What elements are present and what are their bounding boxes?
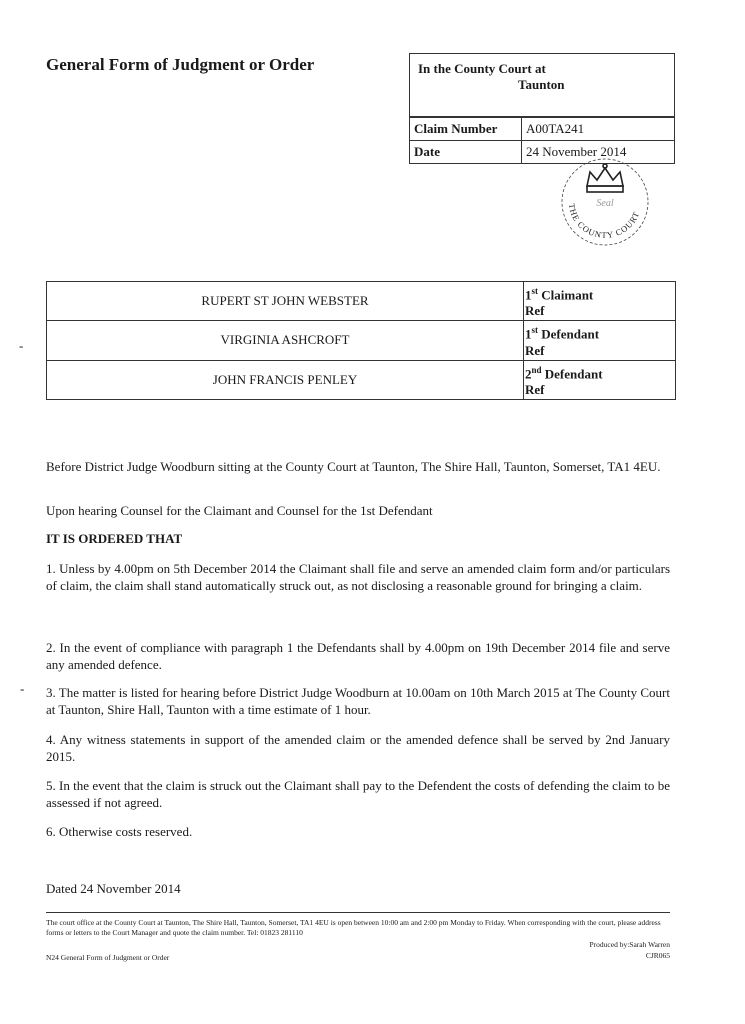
party-role — [524, 360, 676, 399]
parties-table — [46, 281, 676, 400]
party-name: RUPERT ST JOHN WEBSTER — [47, 282, 524, 321]
order-heading: IT IS ORDERED THAT — [46, 531, 183, 546]
party-row — [47, 360, 676, 399]
order-paragraph-4: 4. Any witness statements in support of the amended claim or the amended defence shall be served by 2nd January 2015. — [46, 732, 670, 764]
party-role — [524, 282, 676, 321]
document-title: General Form of Judgment or Order — [46, 55, 315, 74]
margin-mark: - — [19, 338, 24, 353]
party-role — [524, 321, 676, 360]
party-ref-label: Ref — [525, 342, 545, 358]
party-ref-label: Ref — [525, 303, 545, 319]
seal-center-text: Seal — [596, 198, 614, 209]
before-statement: Before District Judge Woodburn sitting at the County Court at Taunton, The Shire Hall, Taunton, Somerset, TA1 4EU. — [46, 459, 661, 474]
footer-office-info: The court office at the County Court at Taunton, The Shire Hall, Taunton, Somerset, TA1 4EU is open between 10:00 am and 2:00 pm Monday to Friday. When corresponding with the court, please address forms or letters to the Court Manager and quote the claim number. Tel: 01823 281110 — [46, 918, 661, 937]
party-ordinal: 1 — [525, 287, 532, 303]
order-paragraph-2: 2. In the event of compliance with paragraph 1 the Defendants shall by 4.00pm on 19th December 2014 file and serve any amended defence. — [46, 640, 670, 672]
party-ordinal-suffix: nd — [531, 364, 542, 375]
claim-number-label: Claim Number — [410, 118, 522, 141]
party-ref-label: Ref — [525, 381, 545, 397]
order-paragraph-3: 3. The matter is listed for hearing before District Judge Woodburn at 10.00am on 10th March 2015 at The County Court at Taunton, Shire Hall, Taunton with a time estimate of 1 hour. — [46, 685, 670, 717]
claim-table — [409, 117, 675, 164]
party-name: JOHN FRANCIS PENLEY — [47, 360, 524, 399]
crown-icon — [587, 164, 623, 192]
footer-produced — [560, 939, 670, 961]
footer-divider — [46, 912, 670, 913]
party-role-label: Defendant — [544, 365, 603, 381]
party-row — [47, 321, 676, 360]
party-role-label: Claimant — [541, 287, 594, 303]
margin-mark: - — [20, 681, 25, 696]
party-ordinal: 1 — [525, 326, 532, 342]
claim-number-value: A00TA241 — [522, 118, 675, 141]
party-row — [47, 282, 676, 321]
party-ordinal-suffix: st — [531, 325, 538, 336]
document-code: CJR065 — [645, 951, 670, 960]
order-paragraph-5: 5. In the event that the claim is struck out the Claimant shall pay to the Defendent the costs of defending the claim to be assessed if not agreed. — [46, 778, 670, 810]
produced-by: Produced by:Sarah Warren — [589, 940, 670, 949]
court-label: In the County Court at — [418, 61, 546, 76]
date-label: Date — [410, 141, 522, 164]
court-seal — [555, 158, 655, 250]
date-value: 24 November 2014 — [522, 141, 675, 164]
hearing-statement: Upon hearing Counsel for the Claimant and Counsel for the 1st Defendant — [46, 503, 433, 518]
party-ordinal: 2 — [525, 365, 532, 381]
party-ordinal-suffix: st — [531, 286, 538, 296]
order-paragraph-1: 1. Unless by 4.00pm on 5th December 2014 the Claimant shall file and serve an amended claim form and/or particulars of claim, the claim shall stand automatically struck out, as not disclosing a reasonable ground for bringing a claim. — [46, 561, 670, 593]
order-paragraph-6: 6. Otherwise costs reserved. — [46, 824, 193, 839]
party-name: VIRGINIA ASHCROFT — [47, 321, 524, 360]
form-identifier: N24 General Form of Judgment or Order — [46, 953, 170, 962]
dated-line: Dated 24 November 2014 — [46, 881, 181, 896]
seal-ring-text: THE COUNTY COURT — [566, 202, 642, 241]
party-role-label: Defendant — [541, 326, 600, 342]
court-name: Taunton — [518, 77, 565, 92]
